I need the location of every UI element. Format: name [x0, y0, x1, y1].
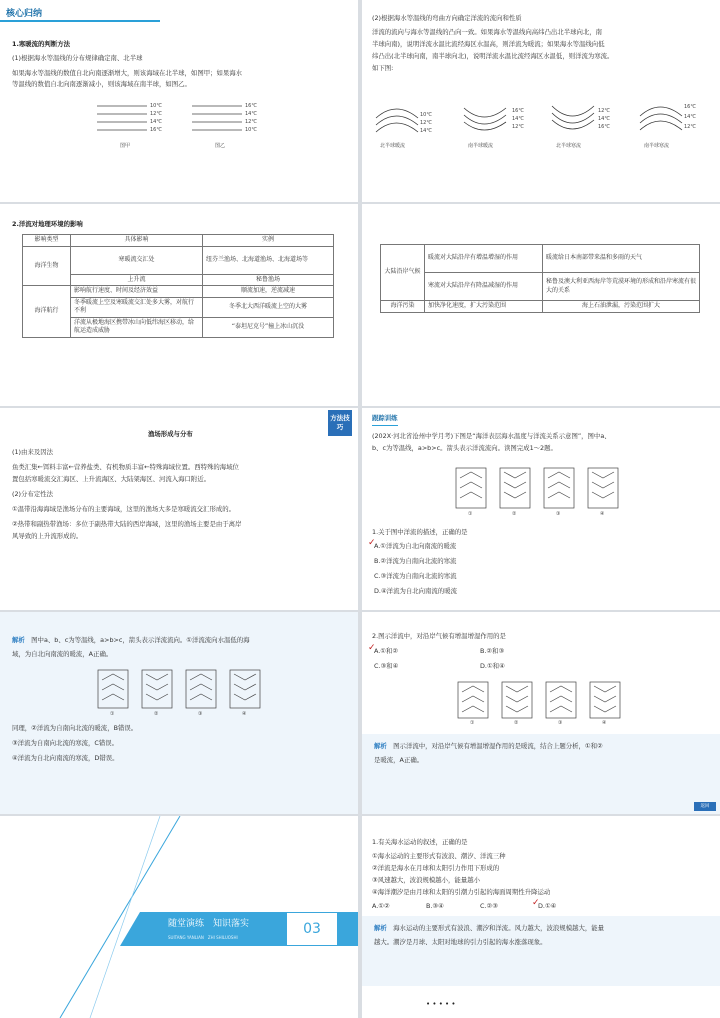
label: 12℃ — [245, 119, 257, 125]
option-d[interactable]: D.④洋流为自北向南流的暖流 — [374, 587, 457, 595]
slide-isotherm-direction — [362, 0, 720, 202]
current-figures — [96, 668, 276, 718]
figure-number: ④ — [602, 720, 607, 726]
paragraph: ④洋流为自北向南流的寒流，D错误。 — [12, 754, 119, 762]
label: 14℃ — [245, 111, 257, 117]
table-cell: 顺流加速，逆流减速 — [203, 286, 334, 298]
label: 14℃ — [512, 116, 524, 122]
label: 16℃ — [598, 124, 610, 130]
option-a[interactable]: A.①洋流为自北向南流的暖流 — [374, 542, 457, 550]
label: 16℃ — [245, 103, 257, 109]
check-mark-icon: ✓ — [368, 538, 376, 548]
question-text: b、c为等温线，a>b>c。箭头表示洋流流向。读图完成1～2题。 — [372, 444, 557, 452]
option-b[interactable]: B.②洋流为自南向北流的寒流 — [374, 557, 457, 565]
slide-question-2 — [362, 612, 720, 814]
paragraph: (2)分布定性法 — [12, 490, 54, 498]
table-cell: 寒流对大陆沿岸有降温减湿的作用 — [425, 273, 543, 301]
label: 12℃ — [598, 108, 610, 114]
slide-current-impact-table — [0, 204, 358, 406]
question-text: 1.有关海水运动的叙述，正确的是 — [372, 838, 468, 846]
paragraph: 同理，②洋流为自南向北流的暖流，B错误。 — [12, 724, 138, 732]
slide-core-summary — [0, 0, 358, 202]
analysis-label: 解析 — [374, 924, 387, 932]
figure-number: ③ — [556, 511, 561, 517]
analysis-label: 解析 — [12, 636, 25, 644]
slide-title: 渔场形成与分布 — [148, 430, 193, 438]
figure-number: ① — [110, 711, 115, 717]
figure-number: ③ — [198, 711, 203, 717]
figure-number: ① — [468, 511, 473, 517]
section-subtitle: SUITANG YANLIAN ZHI SHILUOSHI — [168, 935, 238, 940]
paragraph: 置包括寒暖流交汇海区、上升流海区、大陆架海区、河流入海口附近。 — [12, 475, 211, 483]
isotherm-figure-b — [190, 100, 270, 142]
isotherm-figure-a — [95, 100, 175, 142]
option-c[interactable]: C.②③ — [480, 902, 498, 910]
current-figures — [454, 466, 634, 522]
table-cell: 纽芬兰渔场、北海道渔场、北海道场等 — [203, 246, 334, 274]
slide-follow-training — [362, 408, 720, 610]
table-cell: 海上石油泄漏，污染范围扩大 — [543, 301, 700, 313]
figure-number: ② — [514, 720, 519, 726]
section-header — [0, 0, 160, 22]
table-header: 实例 — [203, 235, 334, 247]
table-cell: 秘鲁渔场 — [203, 274, 334, 286]
paragraph: 越大。潮汐是月球、太阳对地球的引力引起的海水涨落现象。 — [374, 938, 547, 946]
paragraph: 是暖流，A正确。 — [374, 756, 424, 764]
slide-current-impact-table-cont — [362, 204, 720, 406]
check-mark-icon: ✓ — [368, 643, 376, 653]
table-cell: 海洋航行 — [23, 286, 71, 338]
slide-practice-question — [362, 816, 720, 1018]
label: 12℃ — [684, 124, 696, 130]
caption: 图乙 — [215, 143, 226, 149]
paragraph: 等温线的数值自北向南逐渐减小，则该海域在南半球，如图乙。 — [12, 80, 191, 88]
paragraph: (2)根据海水等温线的弯曲方向确定洋流的流向和性质 — [372, 14, 522, 22]
paragraph: (1)由来及因法 — [12, 448, 54, 456]
statement: ④海洋潮汐是由月球和太阳的引潮力引起的海面周期性升降运动 — [372, 888, 551, 896]
paragraph: 洋流的流向与海水等温线的凸向一致。如果海水等温线向高纬凸出北半球向北，南 — [372, 28, 603, 36]
figure-number: ① — [470, 720, 475, 726]
statement: ②洋流是海水在月球和太阳引力作用下形成的 — [372, 864, 500, 872]
slide-section-cover — [0, 816, 358, 1018]
option-d[interactable]: D.①④ — [538, 902, 557, 910]
figure-number: ④ — [600, 511, 605, 517]
section-title: 随堂演练 知识落实 — [168, 919, 250, 929]
paragraph: (1)根据海水等温线的分布规律确定南、北半球 — [12, 54, 143, 62]
option-a[interactable]: A.①② — [372, 902, 390, 910]
question-text: (202X·河北省沧州中学月考)下图是“海洋表层海水温度与洋流关系示意图”，图中a、 — [372, 432, 611, 440]
label: 12℃ — [150, 111, 162, 117]
table-cell: 加快净化速度，扩大污染范围 — [425, 301, 543, 313]
table-cell: “泰坦尼克号”撞上冰山沉没 — [203, 317, 334, 337]
heading: 1.寒暖流的判断方法 — [12, 40, 70, 48]
paragraph: 纬凸出(北半球向南，南半球向北)，说明洋流水温比流经海区水温低，则洋流为寒流。 — [372, 52, 614, 60]
label: 14℃ — [420, 128, 432, 134]
caption: 北半球寒流 — [556, 143, 582, 149]
statement: ③风速越大，波浪规模越小，能量越小 — [372, 876, 480, 884]
paragraph: 海水运动的主要形式有波浪、潮汐和洋流。风力越大，波浪规模越大，能量 — [393, 924, 605, 932]
table-cell: 洋流从极地海区携带冰山向低纬海区移动，给航运造成威胁 — [71, 317, 203, 337]
paragraph: 如下图: — [372, 64, 394, 72]
paragraph: 风导致的上升流形成的。 — [12, 532, 83, 540]
slide-fishery-method — [0, 408, 358, 610]
table-cell: 海洋污染 — [381, 301, 425, 313]
paragraph: 域，为自北向南流的暖流，A正确。 — [12, 650, 113, 658]
label: 10℃ — [150, 103, 162, 109]
pagination-dots: • • • • • — [426, 1000, 456, 1008]
label: 12℃ — [420, 120, 432, 126]
statement: ①海水运动的主要形式有波浪、潮汐、洋流三种 — [372, 852, 506, 860]
table-cell: 秘鲁及澳大利亚西海岸等荒漠环境的形成和沿岸寒流有很大的关系 — [543, 273, 700, 301]
figure-number: ④ — [242, 711, 247, 717]
check-mark-icon: ✓ — [532, 898, 540, 908]
analysis-label: 解析 — [374, 742, 387, 750]
label: 16℃ — [150, 127, 162, 133]
section-title: 跟踪训练 — [372, 414, 398, 426]
question-text: 2.图示洋流中，对沿岸气候有增温增湿作用的是 — [372, 632, 506, 640]
caption: 南半球暖流 — [468, 143, 494, 149]
label: 10℃ — [245, 127, 257, 133]
table-cell: 寒暖流交汇处 — [71, 246, 203, 274]
impact-table — [22, 234, 334, 338]
label: 14℃ — [598, 116, 610, 122]
option-b[interactable]: B.③④ — [426, 902, 444, 910]
option-c[interactable]: C.③洋流为自南向北流的寒流 — [374, 572, 457, 580]
option-c[interactable]: C.③和④ — [374, 662, 399, 670]
label: 14℃ — [150, 119, 162, 125]
paragraph: ③洋流为自南向北流的寒流，C错误。 — [12, 739, 119, 747]
paragraph: 如果海水等温线的数值自北向南逐渐增大，则该海域在北半球，如图甲；如果海水 — [12, 69, 243, 77]
table-cell: 大陆沿岸气候 — [381, 245, 425, 301]
caption: 图甲 — [120, 143, 131, 149]
question-text: 1.关于图中洋流的描述，正确的是 — [372, 528, 468, 536]
table-cell: 上升流 — [71, 274, 203, 286]
table-header: 影响类型 — [23, 235, 71, 247]
impact-table-continued — [380, 244, 700, 313]
paragraph: ②热带和副热带渔场：多位于副热带大陆的西岸海域，这里的渔场主要是由于离岸 — [12, 520, 242, 528]
caption: 北半球暖流 — [380, 143, 406, 149]
figure-number: ② — [154, 711, 159, 717]
table-cell: 影响航行速度、时间及经济效益 — [71, 286, 203, 298]
caption: 南半球寒流 — [644, 143, 670, 149]
paragraph: 鱼类汇集←饵料丰富←营养盐类、有机物质丰富←特殊海域位置。西特殊的海域位 — [12, 463, 239, 471]
section-number: 03 — [286, 912, 338, 946]
table-cell: 冬季北大西洋暖流上空的大雾 — [203, 297, 334, 317]
option-d[interactable]: D.①和④ — [480, 662, 505, 670]
method-badge: 方法技巧 — [328, 410, 352, 436]
current-figures — [456, 680, 636, 726]
label: 16℃ — [512, 108, 524, 114]
back-button[interactable]: 返回 — [694, 802, 716, 811]
paragraph: 图示洋流中，对沿岸气候有增温增湿作用的是暖流，结合上题分析，①和② — [393, 742, 603, 750]
slide-analysis-1 — [0, 612, 358, 814]
label: 12℃ — [512, 124, 524, 130]
table-cell: 暖流对大陆沿岸有增温增湿的作用 — [425, 245, 543, 273]
table-cell: 暖流给日本南部带来温和多雨的天气 — [543, 245, 700, 273]
figure-number: ③ — [558, 720, 563, 726]
label: 10℃ — [420, 112, 432, 118]
option-a[interactable]: A.①和② — [374, 647, 399, 655]
table-cell: 冬季暖流上空及寒暖流交汇处多大雾，对航行不利 — [71, 297, 203, 317]
paragraph: ①温带沿海海域是渔场分布的主要海域，这里的渔场大多是寒暖流交汇形成的。 — [12, 505, 236, 513]
heading: 2.洋流对地理环境的影响 — [12, 220, 83, 228]
label: 16℃ — [684, 104, 696, 110]
option-b[interactable]: B.②和③ — [480, 647, 505, 655]
table-cell: 海洋生物 — [23, 246, 71, 286]
figure-number: ② — [512, 511, 517, 517]
label: 14℃ — [684, 114, 696, 120]
section-title: 核心归纳 — [6, 9, 43, 19]
paragraph: 图中a、b、c为等温线，a>b>c，箭头表示洋流流向。①洋流流向水温低的海 — [31, 636, 250, 644]
table-header: 具体影响 — [71, 235, 203, 247]
paragraph: 半球向南)，说明洋流水温比流经海区水温高，则洋流为暖流；如果海水等温线向低 — [372, 40, 605, 48]
